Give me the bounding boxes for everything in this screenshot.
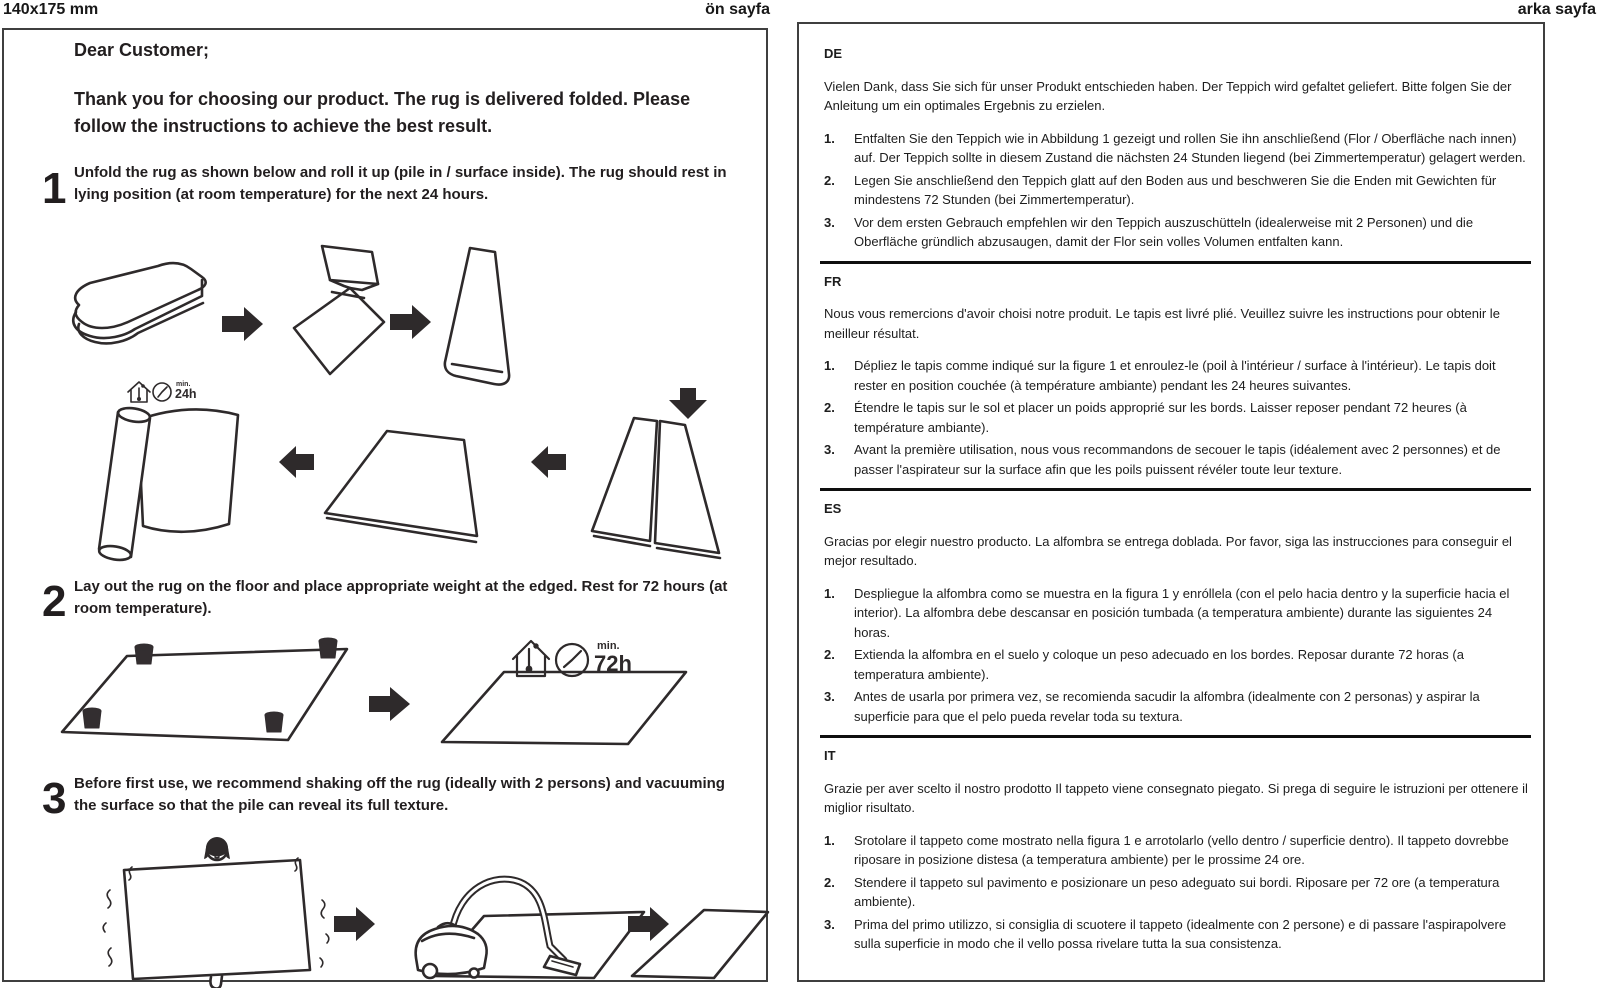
page-size-label: 140x175 mm [3, 1, 99, 18]
section-intro: Grazie per aver scelto il nostro prodotto Il tappeto viene consegnato piegato. Si prega di seguire le istruzioni per ottenere il miglior risultato. [824, 780, 1528, 815]
arrow-down-icon [669, 388, 707, 419]
language-code: DE [824, 46, 843, 61]
list-item [824, 171, 1531, 210]
arrow-right-icon [390, 305, 431, 339]
section-intro: Nous vous remercions d'avoir choisi notre produit. Le tapis est livré plié. Veuillez suivre les instructions pour obtenir le meilleur résultat. [824, 306, 1500, 341]
step-3-diagram [32, 828, 772, 988]
item-text: Extienda la alfombra en el suelo y coloque un peso adecuado en los bordes. Reposar durante 72 horas (a temperatura ambiente). [854, 647, 1464, 682]
item-number: 3. [824, 916, 835, 932]
section-divider [820, 261, 1531, 264]
room-temperature-icon [128, 382, 150, 402]
arrow-right-icon [369, 687, 410, 721]
section-intro: Gracias por elegir nuestro producto. La alfombra se entrega doblada. Por favor, siga las instrucciones para conseguir el mejor resultado. [824, 533, 1512, 568]
duration-24h-label: 24h [175, 387, 197, 401]
item-text: Despliegue la alfombra como se muestra en la figura 1 y enróllela (con el pelo hacia dentro y la superficie hacia el interior). La alfombra debe descansar en posición tumbada (a temperatura ambiente) durante las siguientes 24 horas. [854, 585, 1510, 640]
section-de [824, 44, 1531, 252]
step-2-diagram [32, 632, 772, 767]
rolled-rug-illustration [98, 406, 238, 562]
folded-rug-illustration [73, 263, 205, 343]
item-text: Entfalten Sie den Teppich wie in Abbildung 1 gezeigt und rollen Sie ihn anschließend (Flor / Oberfläche nach innen) auf. Der Teppich sollte in diesem Zustand die nächsten 24 Stunden liegend (bei Zimmertemperatur) gelagert werden. [854, 130, 1526, 165]
item-number: 1. [824, 832, 835, 848]
list-item [824, 398, 1531, 437]
person-shaking-rug-illustration [103, 837, 329, 988]
list-item [824, 915, 1531, 954]
item-text: Dépliez le tapis comme indiqué sur la figure 1 et enroulez-le (poil à l'intérieur / surface à l'intérieur). Le tapis doit rester en position couchée (à température ambiante) pendant les 24 heures suivantes. [854, 358, 1496, 393]
language-code: IT [824, 748, 836, 763]
item-text: Legen Sie anschließend den Teppich glatt auf den Boden aus und beschweren Sie die Enden mit Gewichten für mindestens 72 Stunden (bei Zimmertemperatur). [854, 172, 1497, 207]
item-text: Srotolare il tappeto come mostrato nella figura 1 e arrotolarlo (vello dentro / superficie dentro). Il tappeto dovrebbe riposare in posizione distesa (a temperatura ambiente) per le prossime 24 ore. [854, 832, 1509, 867]
clock-icon [153, 383, 171, 401]
item-number: 1. [824, 130, 835, 146]
list-item [824, 645, 1531, 684]
section-intro: Vielen Dank, dass Sie sich für unser Produkt entschieden haben. Der Teppich wird gefaltet geliefert. Bitte folgen Sie der Anleitung um ein optimales Ergebnis zu erzielen. [824, 78, 1512, 113]
unfolded-strip-illustration [445, 248, 509, 385]
half-unfolded-rug-illustration [294, 246, 384, 374]
arrow-left-icon [279, 446, 314, 478]
step-1-text: Unfold the rug as shown below and roll it up (pile in / surface inside). The rug should rest in lying position (at room temperature) for the next 24 hours. [74, 164, 727, 203]
front-page [2, 28, 768, 982]
weighted-rug-illustration [62, 638, 347, 740]
language-code: ES [824, 501, 842, 516]
arrow-right-icon [334, 907, 375, 941]
item-number: 3. [824, 442, 835, 457]
list-item [824, 440, 1531, 479]
item-text: Vor dem ersten Gebrauch empfehlen wir den Teppich auszuschütteln (idealerweise mit 2 Personen) und die Oberfläche gründlich abzusaugen, damit der Flor sein volles Volumen entfalten kann. [854, 214, 1474, 249]
duration-72h-label: 72h [594, 651, 632, 676]
section-es [824, 499, 1531, 726]
resting-rug-illustration [442, 672, 686, 744]
item-number: 1. [824, 585, 835, 601]
list-item [824, 129, 1531, 168]
item-text: Avant la première utilisation, nous vous recommandons de secouer le tapis (idéalement avec 2 personnes) et de passer l'aspirateur sur la surface afin que les poils puissent révéler toute leur texture. [854, 442, 1501, 477]
item-number: 2. [824, 172, 835, 188]
intro-paragraph: Thank you for choosing our product. The rug is delivered folded. Please follow the instructions to achieve the best result. [74, 89, 691, 136]
list-item [824, 213, 1531, 252]
item-text: Antes de usarla por primera vez, se recomienda sacudir la alfombra (idealmente con 2 personas) y aspirar la superficie para que el pelo pueda revelar toda su textura. [854, 689, 1480, 724]
back-page-label: arka sayfa [1517, 1, 1596, 18]
section-it [824, 746, 1531, 954]
list-item [824, 831, 1531, 870]
folded-open-rug-illustration [592, 418, 720, 558]
duration-min-label: min. [176, 381, 191, 388]
item-text: Étendre le tapis sur le sol et placer un poids approprié sur les bords. Laisser reposer pendant 72 heures (à température ambiante). [854, 400, 1467, 435]
duration-min-label: min. [597, 640, 620, 652]
step-2-text: Lay out the rug on the floor and place appropriate weight at the edged. Rest for 72 hours (at room temperature). [74, 578, 728, 617]
item-number: 1. [824, 358, 835, 373]
item-number: 2. [824, 400, 835, 415]
item-number: 2. [824, 874, 835, 890]
section-fr [824, 272, 1531, 480]
list-item [824, 873, 1531, 912]
item-number: 3. [824, 214, 835, 230]
arrow-left-icon [531, 446, 566, 478]
item-number: 3. [824, 689, 835, 704]
item-text: Stendere il tappeto sul pavimento e posizionare un peso adeguato sui bordi. Riposare per 72 ore (a temperatura ambiente). [854, 874, 1500, 909]
step-3-number: 3 [42, 774, 67, 823]
arrow-right-icon [222, 307, 263, 341]
step-2-number: 2 [42, 577, 67, 626]
greeting: Dear Customer; [74, 40, 210, 60]
item-text: Prima del primo utilizzo, si consiglia di scuotere il tappeto (idealmente con 2 persone) e di passare l'aspirapolvere sulla superficie in modo che il vello possa rivelare tutta la sua consistenza. [854, 916, 1507, 951]
flat-rug-illustration [325, 431, 477, 542]
step-1-number: 1 [42, 164, 67, 213]
list-item [824, 687, 1531, 726]
item-number: 2. [824, 647, 835, 662]
step-3-text: Before first use, we recommend shaking off the rug (ideally with 2 persons) and vacuuming the surface so that the pile can reveal its full texture. [74, 775, 725, 814]
back-page [797, 22, 1545, 982]
language-code: FR [824, 273, 842, 289]
section-divider [820, 488, 1531, 491]
step-1-diagram [32, 226, 772, 574]
list-item [824, 356, 1531, 395]
section-divider [820, 735, 1531, 738]
list-item [824, 584, 1531, 643]
front-page-label: ön sayfa [705, 1, 770, 18]
